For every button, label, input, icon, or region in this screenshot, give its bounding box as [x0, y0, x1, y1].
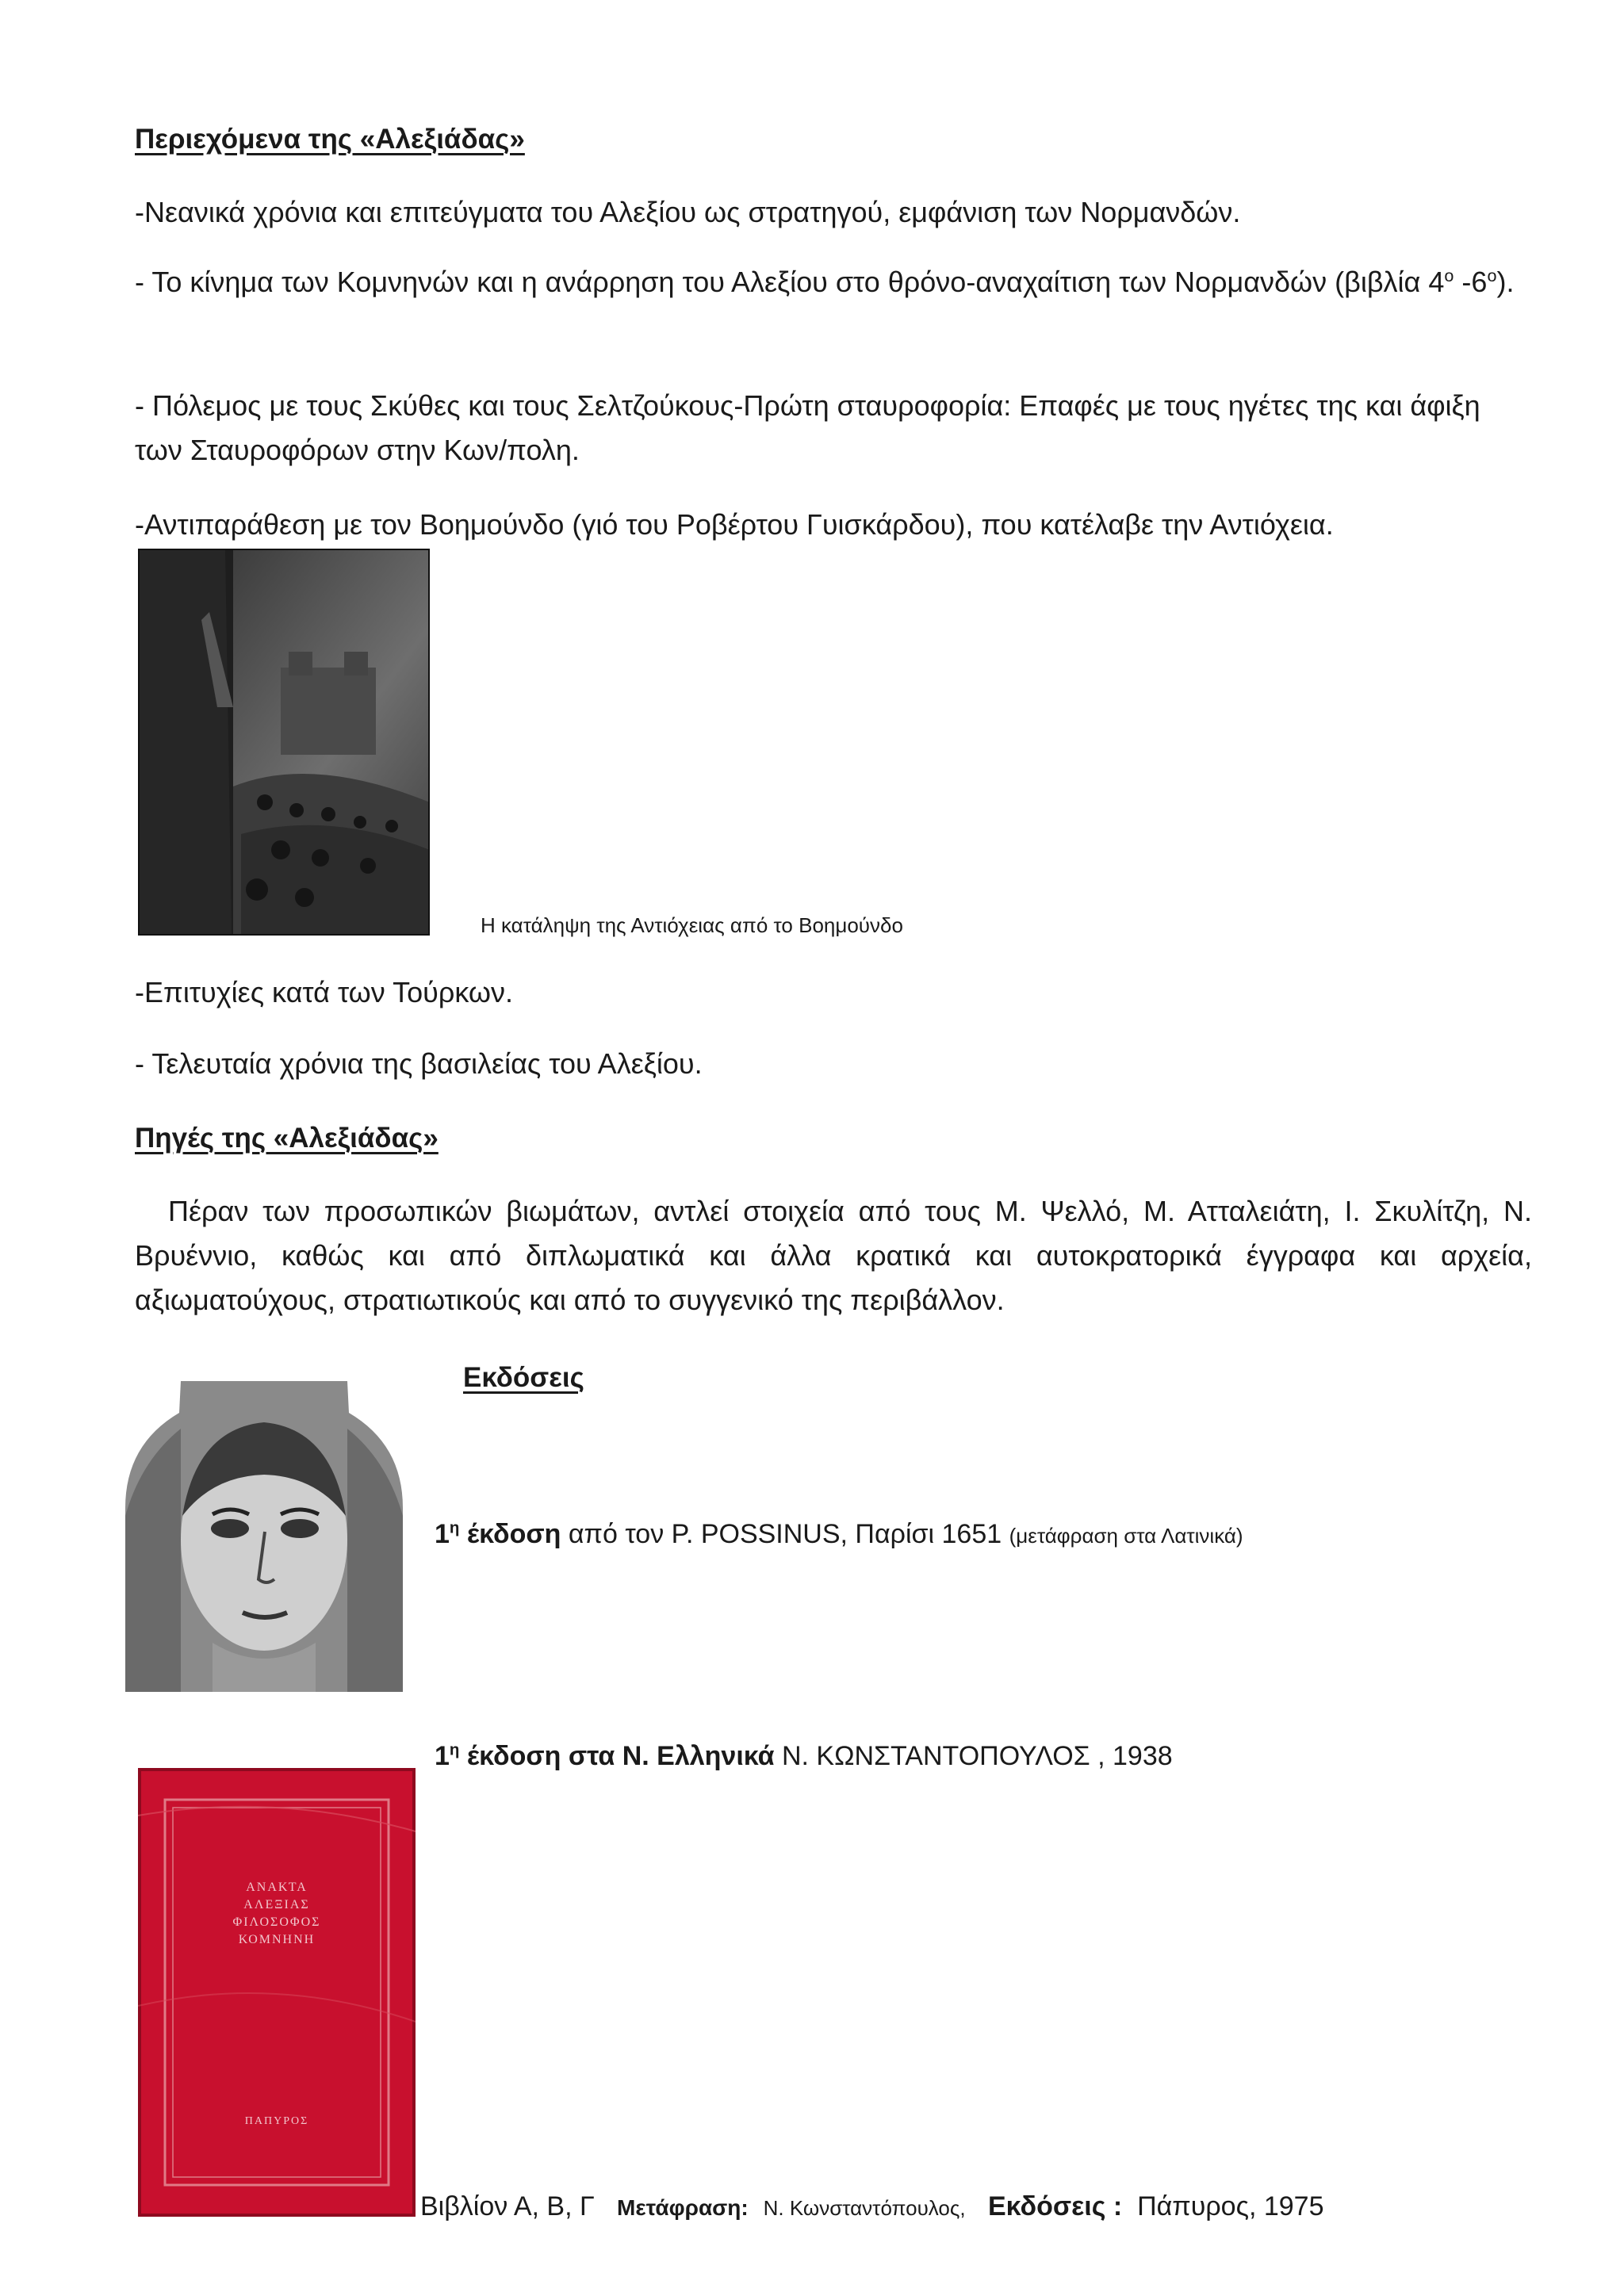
book-cover-image [138, 1768, 416, 2217]
book-cover-title-line-2: ΑΛΕΞΙΑΣ [243, 1898, 310, 1911]
contents-item-3: - Πόλεμος με τους Σκύθες και τους Σελτζούκους-Πρώτη σταυροφορία: Επαφές με τους ηγέτες της και άφιξη των Σταυροφόρων στην Κων/πολη. [135, 389, 1480, 466]
translation-label: Μετάφραση: [617, 2195, 749, 2220]
book-cover-title-line-3: ΦΙΛΟΣΟΦΟΣ [232, 1915, 321, 1929]
translator-name: Ν. Κωνσταντόπουλος, [763, 2196, 966, 2220]
contents-item-4: -Αντιπαράθεση με τον Βοημούνδο (γιό του Ροβέρτου Γυισκάρδου), που κατέλαβε την Αντιόχεια. [135, 508, 1334, 541]
editions-heading: Εκδόσεις [463, 1362, 584, 1393]
book-details-line [420, 2191, 1324, 2222]
publisher-name: Πάπυρος, 1975 [1137, 2191, 1324, 2221]
book-cover-title [138, 1879, 416, 1949]
antioch-engraving-image [138, 549, 430, 936]
sources-paragraph: Πέραν των προσωπικών βιωμάτων, αντλεί στοιχεία από τους Μ. Ψελλό, Μ. Ατταλειάτη, Ι. Σκυλίτζη, Ν. Βρυέννιο, καθώς και από διπλωματικά και άλλα κρατικά και αυτοκρατορικά έγγραφα και αρχεία, αξιωματούχους, στρατιωτικούς και από το συγγενικό της περιβάλλον. [135, 1195, 1532, 1316]
contents-heading: Περιεχόμενα της «Αλεξιάδας» [135, 124, 525, 155]
anna-komnene-mosaic-image [125, 1381, 403, 1692]
first-edition-note: (μετάφραση στα Λατινικά) [1009, 1524, 1243, 1548]
contents-item-1: -Νεανικά χρόνια και επιτεύγματα του Αλεξίου ως στρατηγού, εμφάνιση των Νορμανδών. [135, 196, 1241, 228]
publisher-label: Εκδόσεις : [987, 2191, 1123, 2221]
book-cover-title-line-1: ΑΝΑΚΤΑ [246, 1881, 308, 1894]
first-edition-line: $1^\eta$ έκδοση από τον P. POSSINUS, Παρίσι 1651 (μετάφραση στα Λατινικά) [435, 1519, 1243, 1549]
sources-heading: Πηγές της «Αλεξιάδας» [135, 1123, 439, 1154]
greek-edition-line: $1^\eta$ έκδοση στα Ν. Ελληνικά Ν. ΚΩΝΣΤΑΝΤΟΠΟΥΛΟΣ , 1938 [435, 1741, 1173, 1771]
contents-item-2: - Το κίνημα των Κομνηνών και η ανάρρηση του Αλεξίου στο θρόνο-αναχαίτιση των Νορμανδών (βιβλία $4^o$ $-6^o$). [135, 266, 1515, 298]
book-cover-title-line-4: ΚΟΜΝΗΝΗ [238, 1933, 316, 1946]
contents-item-6: - Τελευταία χρόνια της βασιλείας του Αλεξίου. [135, 1047, 703, 1080]
book-volumes: Βιβλίον Α, Β, Γ [420, 2191, 595, 2221]
engraving-caption: Η κατάληψη της Αντιόχειας από το Βοημούνδο [481, 913, 903, 937]
contents-item-5: -Επιτυχίες κατά των Τούρκων. [135, 976, 513, 1008]
book-cover-publisher: ΠΑΠΥΡΟΣ [244, 2115, 309, 2127]
